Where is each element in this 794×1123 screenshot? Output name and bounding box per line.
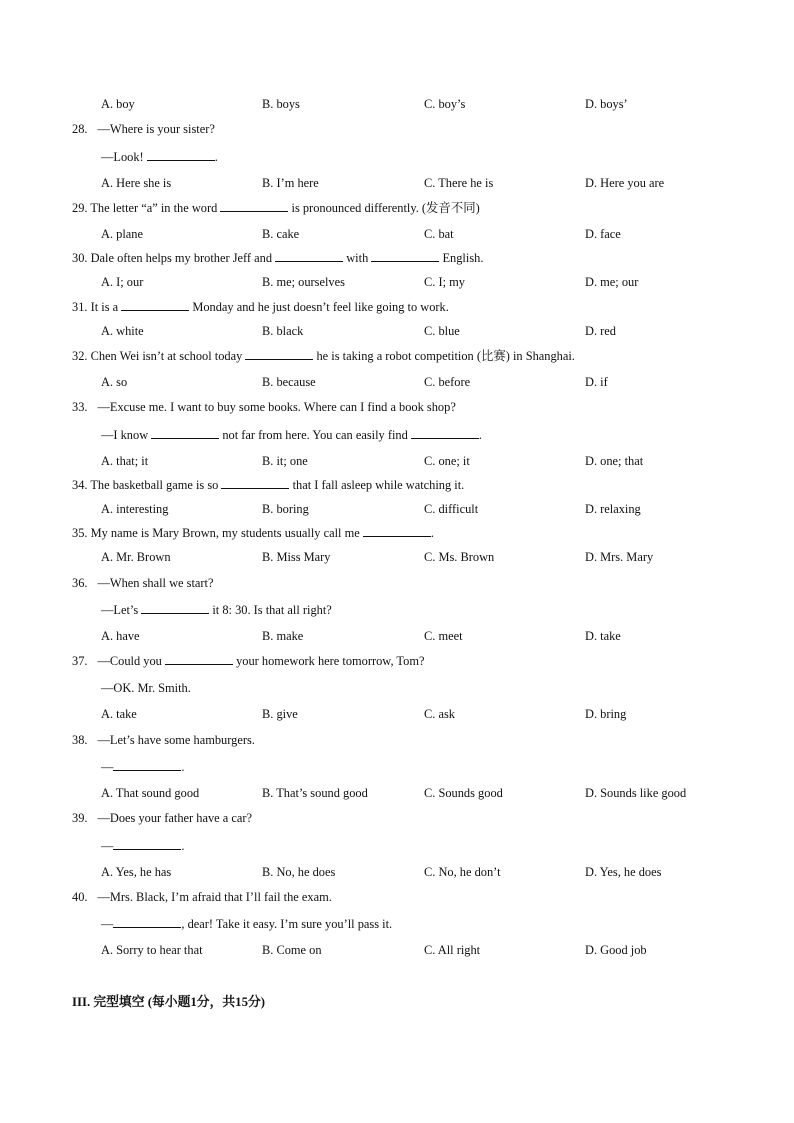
q30-option-b: B. me; ourselves (262, 275, 345, 289)
q29-blank (220, 199, 288, 212)
q36-stem-text: —When shall we start? (97, 576, 214, 590)
q38-option-b: B. That’s sound good (262, 786, 368, 800)
q33-option-d: D. one; that (585, 454, 644, 468)
q28-number: 28. (72, 122, 88, 136)
q34-blank (221, 476, 289, 489)
q29-options (0, 225, 794, 243)
q35-stem-prefix: 35. My name is Mary Brown, my students usually call me (72, 526, 363, 540)
q39-number: 39. (72, 811, 88, 825)
q35-option-b: B. Miss Mary (262, 550, 331, 564)
q40-option-a: A. Sorry to hear that (101, 943, 203, 957)
q36-reply-line (0, 601, 794, 619)
q27-option-a: A. boy (101, 97, 135, 111)
q40-reply-line (0, 915, 794, 933)
q29-stem-line (0, 199, 794, 217)
q29-option-c: C. bat (424, 227, 454, 241)
q37-reply: —OK. Mr. Smith. (101, 681, 191, 695)
q37-number: 37. (72, 654, 88, 668)
q33-reply-prefix: —I know (101, 428, 152, 442)
q39-reply-prefix: — (101, 839, 114, 853)
q36-stem-line (0, 574, 794, 592)
q35-stem (72, 524, 434, 542)
q33-stem (72, 398, 456, 416)
q33-reply (101, 426, 482, 444)
q29-option-a: A. plane (101, 227, 143, 241)
q31-option-c: C. blue (424, 324, 460, 338)
q35-option-c: C. Ms. Brown (424, 550, 495, 564)
q29-option-b: B. cake (262, 227, 300, 241)
q40-option-c: C. All right (424, 943, 481, 957)
q30-stem-prefix: 30. Dale often helps my brother Jeff and (72, 251, 276, 265)
q31-stem-suffix: Monday and he just doesn’t feel like going to work. (189, 300, 449, 314)
q37-stem-line (0, 652, 794, 670)
q38-stem (72, 731, 255, 749)
q39-stem-text: —Does your father have a car? (97, 811, 252, 825)
q28-reply-prefix: —Look! (101, 150, 147, 164)
q37-option-a: A. take (101, 707, 137, 721)
q29-stem (72, 199, 480, 217)
q39-reply-suffix: . (181, 839, 185, 853)
q35-stem-suffix: . (430, 526, 434, 540)
q40-blank (113, 915, 181, 928)
q38-number: 38. (72, 733, 88, 747)
q27-options (0, 95, 794, 113)
q28-reply-line (0, 148, 794, 166)
q39-stem (72, 809, 252, 827)
q31-options (0, 322, 794, 340)
q33-reply-line (0, 426, 794, 444)
q30-option-a: A. I; our (101, 275, 144, 289)
q28-option-b: B. I’m here (262, 176, 319, 190)
q40-number: 40. (72, 890, 88, 904)
q32-option-c: C. before (424, 375, 471, 389)
q35-options (0, 548, 794, 566)
q30-stem-suffix: English. (439, 251, 484, 265)
q32-stem-suffix: he is taking a robot competition (比赛) in Shanghai. (313, 349, 575, 363)
q29-option-d: D. face (585, 227, 621, 241)
q32-stem-prefix: 32. Chen Wei isn’t at school today (72, 349, 246, 363)
q40-stem (72, 888, 332, 906)
q30-options (0, 273, 794, 291)
q34-stem-line (0, 476, 794, 494)
q35-option-d: D. Mrs. Mary (585, 550, 654, 564)
q33-option-c: C. one; it (424, 454, 470, 468)
q35-option-a: A. Mr. Brown (101, 550, 171, 564)
q32-option-b: B. because (262, 375, 316, 389)
q34-options (0, 500, 794, 518)
q30-stem-line (0, 249, 794, 267)
q32-stem-line (0, 347, 794, 365)
q31-option-d: D. red (585, 324, 616, 338)
q31-option-a: A. white (101, 324, 144, 338)
q34-option-a: A. interesting (101, 502, 169, 516)
q40-reply-prefix: — (101, 917, 114, 931)
q28-options (0, 174, 794, 192)
q38-reply-line (0, 758, 794, 776)
q28-reply (101, 148, 218, 166)
q36-blank (141, 601, 209, 614)
q38-stem-text: —Let’s have some hamburgers. (97, 733, 255, 747)
q35-blank (363, 524, 431, 537)
q30-stem-middle: with (343, 251, 372, 265)
q36-reply-suffix: it 8: 30. Is that all right? (209, 603, 332, 617)
q38-blank (113, 758, 181, 771)
q36-option-d: D. take (585, 629, 621, 643)
q36-option-c: C. meet (424, 629, 463, 643)
q38-reply-suffix: . (181, 760, 185, 774)
q39-option-d: D. Yes, he does (585, 865, 662, 879)
q40-option-d: D. Good job (585, 943, 647, 957)
q39-option-a: A. Yes, he has (101, 865, 172, 879)
q39-options (0, 863, 794, 881)
q32-option-d: D. if (585, 375, 608, 389)
q37-stem (72, 652, 424, 670)
q27-option-c: C. boy’s (424, 97, 466, 111)
q38-reply (101, 758, 185, 776)
q31-stem-prefix: 31. It is a (72, 300, 122, 314)
q30-option-c: C. I; my (424, 275, 465, 289)
q34-option-c: C. difficult (424, 502, 479, 516)
q37-reply-line (0, 679, 794, 697)
q32-stem (72, 347, 575, 365)
q28-stem (72, 120, 215, 138)
q27-option-b: B. boys (262, 97, 300, 111)
q38-option-d: D. Sounds like good (585, 786, 687, 800)
q38-stem-line (0, 731, 794, 749)
section-3-heading: III. 完型填空 (每小题1分，共15分) (72, 995, 266, 1009)
q32-options (0, 373, 794, 391)
q34-option-b: B. boring (262, 502, 309, 516)
q40-reply (101, 915, 392, 933)
q36-number: 36. (72, 576, 88, 590)
q30-blank-2 (371, 249, 439, 262)
q39-reply-line (0, 837, 794, 855)
q35-stem-line (0, 524, 794, 542)
q28-option-d: D. Here you are (585, 176, 665, 190)
q28-stem-line (0, 120, 794, 138)
q40-options (0, 941, 794, 959)
q32-blank (245, 347, 313, 360)
q28-option-a: A. Here she is (101, 176, 172, 190)
q36-option-a: A. have (101, 629, 140, 643)
q34-stem-prefix: 34. The basketball game is so (72, 478, 222, 492)
q40-option-b: B. Come on (262, 943, 322, 957)
q36-options (0, 627, 794, 645)
q30-stem (72, 249, 483, 267)
q40-stem-text: —Mrs. Black, I’m afraid that I’ll fail the exam. (97, 890, 332, 904)
q36-reply (101, 601, 332, 619)
q33-option-a: A. that; it (101, 454, 149, 468)
q33-blank-2 (411, 426, 479, 439)
q37-options (0, 705, 794, 723)
q36-option-b: B. make (262, 629, 304, 643)
q37-stem-suffix: your homework here tomorrow, Tom? (232, 654, 425, 668)
q31-option-b: B. black (262, 324, 304, 338)
q40-reply-suffix: , dear! Take it easy. I’m sure you’ll pass it. (181, 917, 393, 931)
q39-blank (113, 837, 181, 850)
q37-option-b: B. give (262, 707, 298, 721)
q38-options (0, 784, 794, 802)
q30-option-d: D. me; our (585, 275, 639, 289)
q30-blank-1 (275, 249, 343, 262)
q37-option-c: C. ask (424, 707, 455, 721)
q28-option-c: C. There he is (424, 176, 494, 190)
q31-blank (121, 298, 189, 311)
q39-option-c: C. No, he don’t (424, 865, 501, 879)
q37-stem-prefix: —Could you (97, 654, 165, 668)
q38-reply-prefix: — (101, 760, 114, 774)
q33-reply-middle: not far from here. You can easily find (219, 428, 411, 442)
q37-option-d: D. bring (585, 707, 627, 721)
q33-number: 33. (72, 400, 88, 414)
q36-stem (72, 574, 213, 592)
q37-blank (165, 652, 233, 665)
q31-stem (72, 298, 449, 316)
q40-stem-line (0, 888, 794, 906)
q29-stem-prefix: 29. The letter “a” in the word (72, 201, 221, 215)
q39-reply (101, 837, 185, 855)
q34-option-d: D. relaxing (585, 502, 641, 516)
q32-option-a: A. so (101, 375, 128, 389)
q33-stem-line (0, 398, 794, 416)
q31-stem-line (0, 298, 794, 316)
q39-stem-line (0, 809, 794, 827)
q38-option-c: C. Sounds good (424, 786, 503, 800)
q33-reply-suffix: . (478, 428, 483, 442)
q34-stem-suffix: that I fall asleep while watching it. (289, 478, 465, 492)
q33-option-b: B. it; one (262, 454, 308, 468)
q28-stem-text: —Where is your sister? (97, 122, 215, 136)
q27-option-d: D. boys’ (585, 97, 628, 111)
q38-option-a: A. That sound good (101, 786, 200, 800)
q36-reply-prefix: —Let’s (101, 603, 142, 617)
q29-stem-suffix: is pronounced differently. (发音不同) (288, 201, 480, 215)
q33-blank-1 (151, 426, 219, 439)
q28-blank (147, 148, 215, 161)
q39-option-b: B. No, he does (262, 865, 336, 879)
q33-stem-text: —Excuse me. I want to buy some books. Where can I find a book shop? (97, 400, 456, 414)
q33-options (0, 452, 794, 470)
q28-reply-suffix: . (214, 150, 218, 164)
q34-stem (72, 476, 464, 494)
